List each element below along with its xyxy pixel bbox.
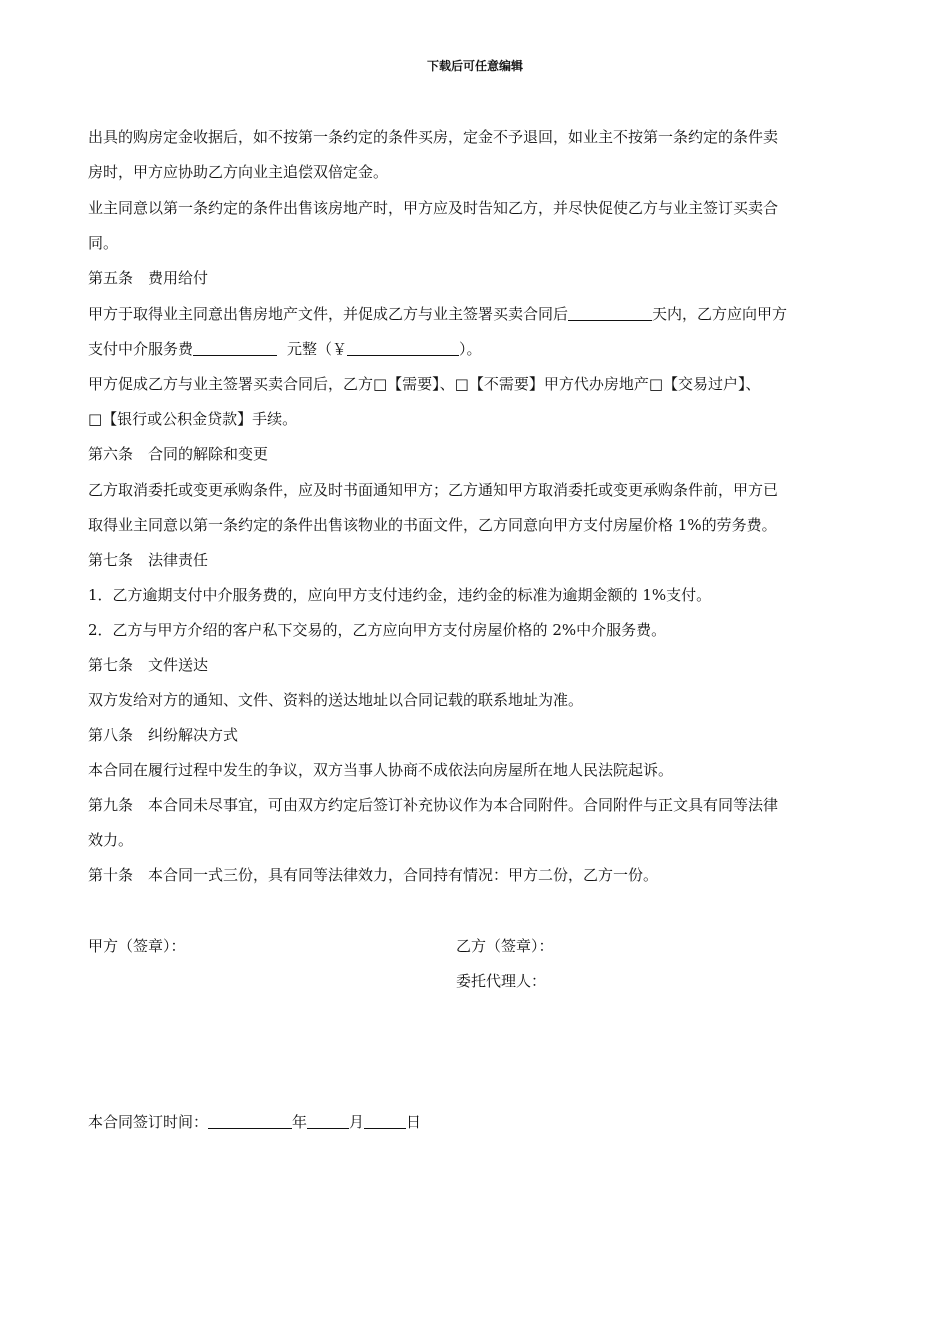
paragraph-line: 同。	[88, 234, 119, 252]
signing-label: 本合同签订时间：	[88, 1113, 209, 1131]
party-a-signature: 甲方（签章）：	[88, 937, 186, 955]
paragraph-line	[88, 339, 482, 359]
paragraph-line: 2．乙方与甲方介绍的客户私下交易的，乙方应向甲方支付房屋价格的 2%中介服务费。	[88, 621, 667, 639]
days-blank	[568, 305, 652, 321]
paragraph-line: □【银行或公积金贷款】手续。	[88, 410, 298, 428]
section-heading: 第七条 文件送达	[88, 656, 209, 674]
paragraph-line: 本合同在履行过程中发生的争议，双方当事人协商不成依法向房屋所在地人民法院起诉。	[88, 761, 674, 779]
section-heading: 第五条 费用给付	[88, 269, 209, 287]
paragraph-line: 第九条 本合同未尽事宜，可由双方约定后签订补充协议作为本合同附件。合同附件与正文具有同等法律	[88, 796, 779, 814]
section-heading: 第六条 合同的解除和变更	[88, 445, 269, 463]
amount-blank	[347, 340, 459, 356]
year-blank	[208, 1113, 292, 1129]
paragraph-line: 1．乙方逾期支付中介服务费的，应向甲方支付违约金，违约金的标准为逾期金额的 1%支付。	[88, 586, 712, 604]
paragraph-line: 房时，甲方应协助乙方向业主追偿双倍定金。	[88, 163, 389, 181]
text-segment: 天内，乙方应向甲方	[652, 305, 788, 323]
agent-signature: 委托代理人：	[456, 972, 547, 990]
text-segment: 甲方于取得业主同意出售房地产文件，并促成乙方与业主签署买卖合同后	[88, 305, 569, 323]
paragraph-line: 业主同意以第一条约定的条件出售该房地产时，甲方应及时告知乙方，并尽快促使乙方与业主签订买卖合	[88, 199, 779, 217]
year-label: 年	[292, 1113, 308, 1131]
day-blank	[364, 1113, 406, 1129]
day-label: 日	[406, 1113, 422, 1131]
month-label: 月	[349, 1113, 365, 1131]
paragraph-line: 甲方促成乙方与业主签署买卖合同后，乙方□【需要】、□【不需要】甲方代办房地产□【交易过户】、	[88, 375, 761, 393]
page-header: 下载后可任意编辑	[426, 59, 523, 73]
text-segment: ）。	[459, 340, 482, 358]
section-heading: 第七条 法律责任	[88, 551, 209, 569]
paragraph-line: 双方发给对方的通知、文件、资料的送达地址以合同记载的联系地址为准。	[88, 691, 584, 709]
paragraph-line: 取得业主同意以第一条约定的条件出售该物业的书面文件，乙方同意向甲方支付房屋价格 1%的劳务费。	[88, 516, 777, 534]
paragraph-line: 效力。	[88, 831, 134, 849]
party-b-signature: 乙方（签章）：	[456, 937, 554, 955]
fee-blank	[193, 340, 277, 356]
text-segment: 支付中介服务费	[88, 340, 194, 358]
month-blank	[307, 1113, 349, 1129]
signing-date	[88, 1112, 421, 1132]
paragraph-line: 乙方取消委托或变更承购条件，应及时书面通知甲方；乙方通知甲方取消委托或变更承购条件前，甲方已	[88, 481, 779, 499]
text-segment: 元整（￥	[287, 340, 348, 358]
section-heading: 第八条 纠纷解决方式	[88, 726, 239, 744]
paragraph-line: 出具的购房定金收据后，如不按第一条约定的条件买房，定金不予退回，如业主不按第一条约定的条件卖	[88, 128, 779, 146]
paragraph-line: 第十条 本合同一式三份，具有同等法律效力，合同持有情况：甲方二份，乙方一份。	[88, 866, 659, 884]
paragraph-line	[88, 304, 787, 324]
